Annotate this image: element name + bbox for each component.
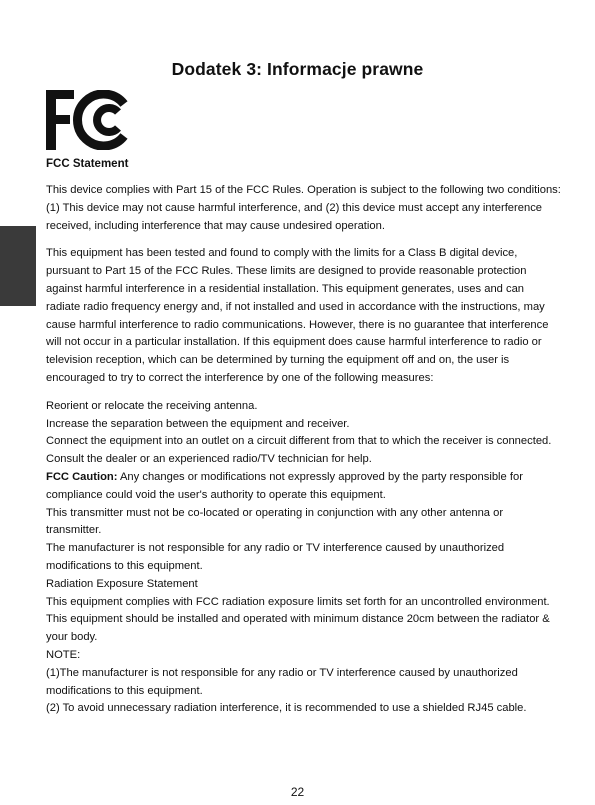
document-body [46,182,561,718]
paragraph-class-b: This equipment has been tested and found to comply with the limits for a Class B digital device, pursuant to Part 15 of the FCC Rules. These limits are designed to provide reasonable protection against harmful interference in a residential installation. This equipment generates, uses and can radiate radio frequency energy and, if not installed and used in accordance with the instructions, may cause harmful interference to radio communications. However, there is no guarantee that interference will not occur in a particular installation. If this equipment does cause harmful interference to radio or television reception, which can be determined by turning the equipment off and on, the user is encouraged to try to correct the interference by one of the following measures: [46,247,549,384]
paragraph-caution [46,469,561,505]
measure-item: Reorient or relocate the receiving antenna. [46,399,258,412]
paragraph-note-1: (1)The manufacturer is not responsible for any radio or TV interference caused by unauthorized modifications to this equipment. [46,666,518,697]
measure-item: Connect the equipment into an outlet on a circuit different from that to which the receiver is connected. [46,435,552,448]
caution-label: FCC Caution: [46,470,118,483]
caution-text: Any changes or modifications not expressly approved by the party responsible for compliance could void the user's authority to operate this equipment. [46,470,523,501]
measure-item: Increase the separation between the equipment and receiver. [46,417,350,430]
fcc-logo-icon [46,90,138,150]
page-number: 22 [290,785,305,799]
paragraph-radiation-title: Radiation Exposure Statement [46,577,198,590]
page-title: Dodatek 3: Informacje prawne [171,59,424,79]
paragraph-manufacturer: The manufacturer is not responsible for any radio or TV interference caused by unauthorized modifications to this equipment. [46,542,505,572]
section-heading: FCC Statement [46,158,129,170]
paragraph-transmitter: This transmitter must not be co-located or operating in conjunction with any other antenna or transmitter. [46,506,504,537]
measure-item: Consult the dealer or an experienced radio/TV technician for help. [46,453,372,466]
paragraph-note-label: NOTE: [46,648,81,661]
paragraph-radiation: This equipment complies with FCC radiation exposure limits set forth for an uncontrolled environment. This equipment should be installed and operated with minimum distance 20cm between the radiator & your body. [46,595,550,644]
paragraph-note-2: (2) To avoid unnecessary radiation interference, it is recommended to use a shielded RJ45 cable. [46,702,527,715]
paragraph-compliance: This device complies with Part 15 of the FCC Rules. Operation is subject to the following two conditions: (1) This device may not cause harmful interference, and (2) this device must accept any interference received, including interference that may cause undesired operation. [46,184,561,232]
chapter-tab-marker [0,226,36,306]
